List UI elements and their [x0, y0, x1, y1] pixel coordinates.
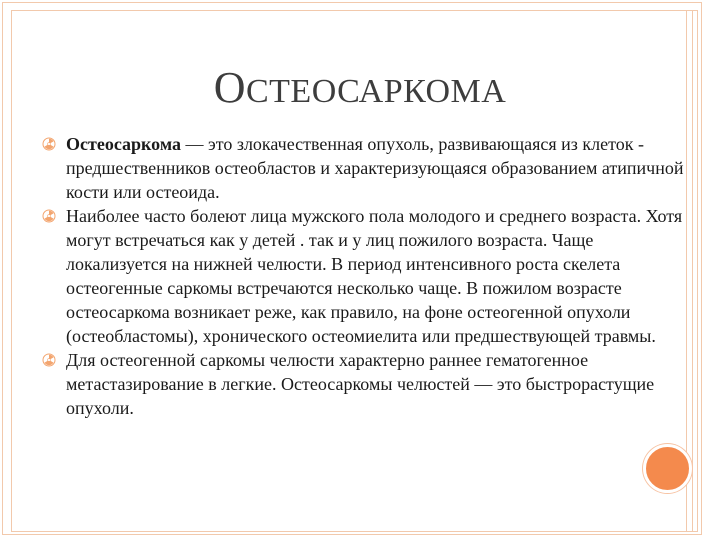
decorative-circle	[643, 444, 692, 493]
list-item	[42, 204, 692, 348]
page-title	[0, 62, 720, 113]
term-label: Остеосаркома	[66, 134, 181, 154]
radiation-bullet-icon	[42, 209, 56, 223]
title-rest: СТЕОСАРКОМА	[245, 73, 507, 110]
item-text: — это злокачественная опухоль, развивающаяся из клеток - предшественников остеобластов и характеризующаяся образованием атипичной кости или остеоида.	[66, 134, 684, 202]
title-first-letter: О	[213, 63, 246, 112]
list-item	[42, 132, 692, 204]
list-item	[42, 348, 692, 420]
radiation-bullet-icon	[42, 353, 56, 367]
item-text: Наиболее часто болеют лица мужского пола молодого и среднего возраста. Хотя могут встречаться как у детей . так и у лиц пожилого возраста. Чаще локализуется на нижней челюсти. В период интенсивного роста скелета остеогенные саркомы встречаются несколько чаще. В пожилом возрасте остеосаркома возникает реже, как правило, на фоне остеогенной опухоли (остеобластомы), хронического остеомиелита или предшествующей травмы.	[66, 206, 683, 346]
bullet-list	[42, 132, 692, 420]
radiation-bullet-icon	[42, 137, 56, 151]
item-text: Для остеогенной саркомы челюсти характерно раннее гематогенное метастазирование в легкие. Остеосаркомы челюстей — это быстрорастущие опухоли.	[66, 350, 655, 418]
